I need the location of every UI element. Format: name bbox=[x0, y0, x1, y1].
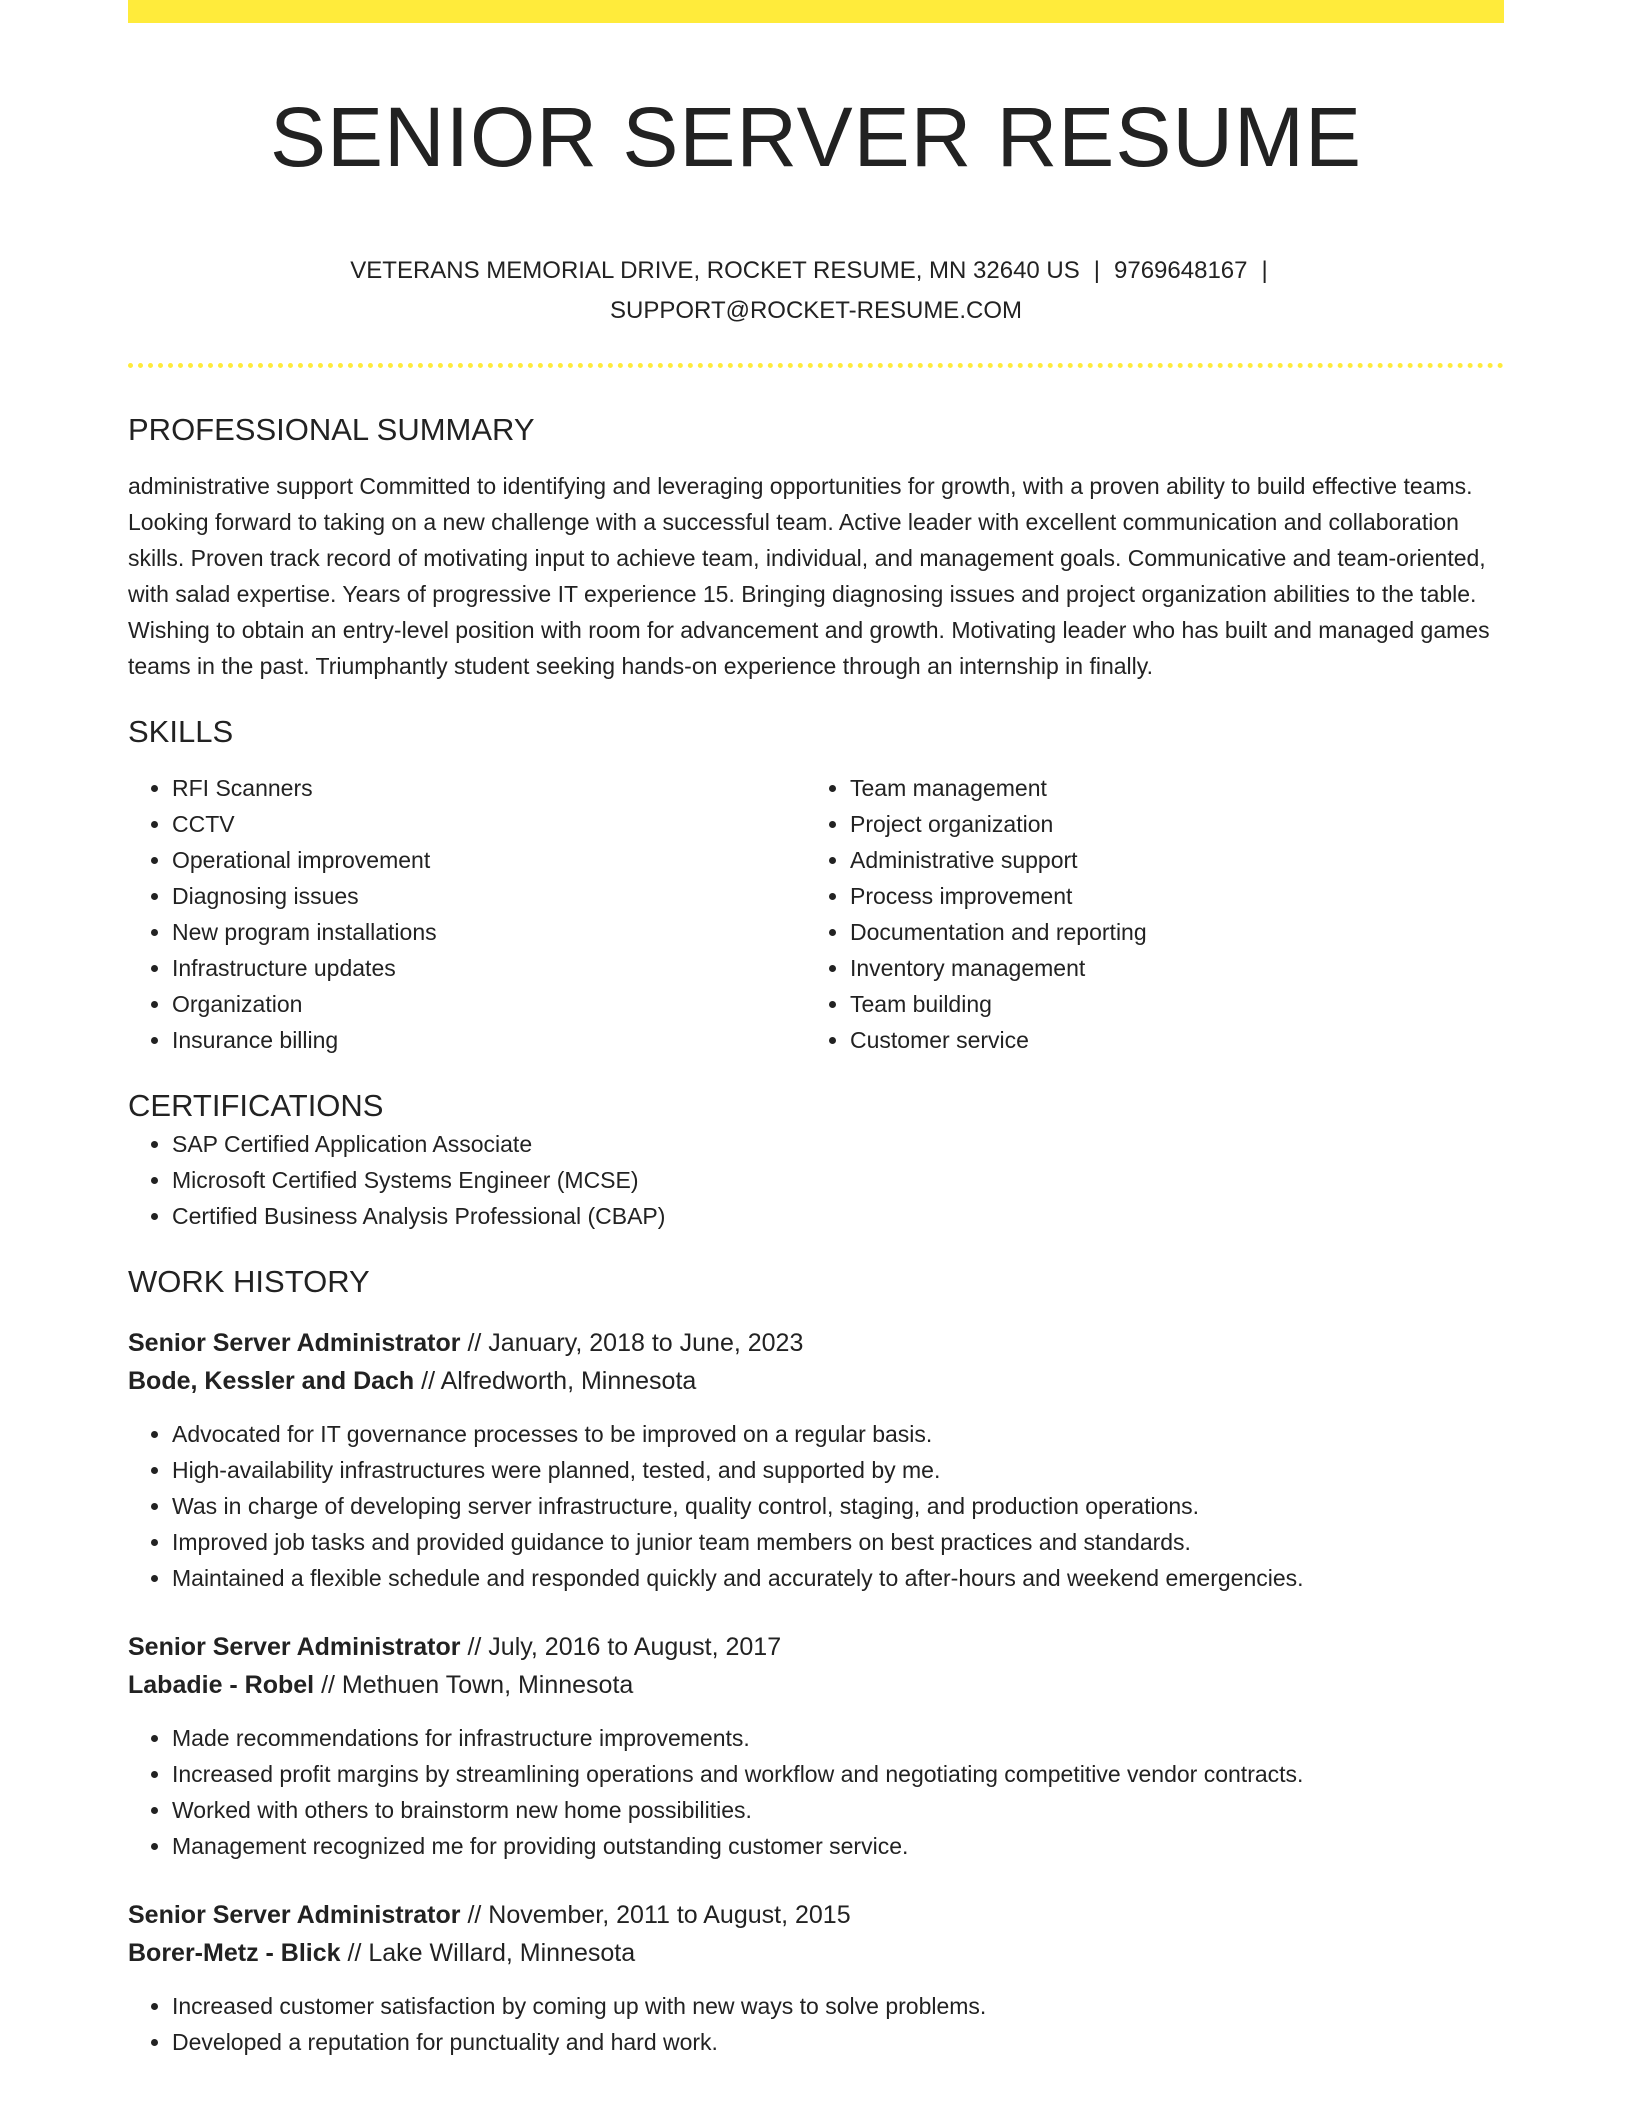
certification-item: • Microsoft Certified Systems Engineer (MCSE) bbox=[172, 1162, 1504, 1198]
resume-page bbox=[128, 0, 1504, 2060]
skill-item: • Operational improvement bbox=[172, 842, 806, 878]
job-bullet: • Was in charge of developing server infrastructure, quality control, staging, and production operations. bbox=[172, 1488, 1504, 1524]
job-role: Senior Server Administrator bbox=[128, 1633, 461, 1661]
contact-separator: | bbox=[1093, 257, 1101, 284]
skill-item: • RFI Scanners bbox=[172, 770, 806, 806]
job-bullet: • High-availability infrastructures were planned, tested, and supported by me. bbox=[172, 1452, 1504, 1488]
skill-item: • New program installations bbox=[172, 914, 806, 950]
skill-item: • Administrative support bbox=[850, 842, 1484, 878]
job-dates: // January, 2018 to June, 2023 bbox=[460, 1329, 804, 1357]
contact-line-2 bbox=[128, 291, 1504, 331]
job-bullet: • Maintained a flexible schedule and responded quickly and accurately to after-hours and weekend emergencies. bbox=[172, 1560, 1504, 1596]
certification-item: • Certified Business Analysis Professional (CBAP) bbox=[172, 1198, 1504, 1234]
job-entry bbox=[128, 1324, 1504, 1596]
job-location: // Methuen Town, Minnesota bbox=[314, 1671, 634, 1699]
job-company-line bbox=[128, 1362, 1504, 1400]
contact-phone: 9769648167 bbox=[1114, 257, 1248, 284]
job-company-line bbox=[128, 1666, 1504, 1704]
job-company: Bode, Kessler and Dach bbox=[128, 1367, 415, 1395]
job-role-line bbox=[128, 1324, 1504, 1362]
job-role-line bbox=[128, 1628, 1504, 1666]
job-bullets bbox=[128, 1988, 1504, 2060]
resume-title: SENIOR SERVER RESUME bbox=[269, 90, 1363, 184]
job-bullet: • Management recognized me for providing outstanding customer service. bbox=[172, 1828, 1504, 1864]
certifications-heading: CERTIFICATIONS bbox=[128, 1088, 384, 1123]
job-company-line bbox=[128, 1934, 1504, 1972]
job-location: // Alfredworth, Minnesota bbox=[414, 1367, 697, 1395]
skill-item: • Infrastructure updates bbox=[172, 950, 806, 986]
skill-item: • Organization bbox=[172, 986, 806, 1022]
certifications-list bbox=[128, 1126, 1504, 1234]
summary-text: administrative support Committed to identifying and leveraging opportunities for growth, with a proven ability to build effective teams. Looking forward to taking on a new challenge with a successful team. Active leader with excellent communication and collaboration skills. Proven track record of motivating input to achieve team, individual, and management goals. Communicative and team-oriented, with salad expertise. Years of progressive IT experience 15. Bringing diagnosing issues and project organization abilities to the table. Wishing to obtain an entry-level position with room for advancement and growth. Motivating leader who has built and managed games teams in the past. Triumphantly student seeking hands-on experience through an internship in finally. bbox=[128, 473, 1490, 679]
dotted-divider bbox=[128, 363, 1504, 368]
skill-item: • Customer service bbox=[850, 1022, 1484, 1058]
skill-item: • Process improvement bbox=[850, 878, 1484, 914]
skill-item: • Team management bbox=[850, 770, 1484, 806]
job-dates: // November, 2011 to August, 2015 bbox=[460, 1901, 851, 1929]
skills-grid bbox=[128, 770, 1504, 1058]
job-bullets bbox=[128, 1416, 1504, 1596]
certification-item: • SAP Certified Application Associate bbox=[172, 1126, 1504, 1162]
skills-heading: SKILLS bbox=[128, 714, 234, 749]
job-bullet: • Advocated for IT governance processes to be improved on a regular basis. bbox=[172, 1416, 1504, 1452]
skills-column-right bbox=[806, 770, 1484, 1058]
skill-item: • Project organization bbox=[850, 806, 1484, 842]
work-history-heading: WORK HISTORY bbox=[128, 1264, 370, 1299]
contact-info bbox=[128, 251, 1504, 331]
skill-item: • Documentation and reporting bbox=[850, 914, 1484, 950]
contact-line-1 bbox=[128, 251, 1504, 291]
job-company: Borer-Metz - Blick bbox=[128, 1939, 341, 1967]
job-bullet: • Increased profit margins by streamlining operations and workflow and negotiating competitive vendor contracts. bbox=[172, 1756, 1504, 1792]
job-role-line bbox=[128, 1896, 1504, 1934]
skill-item: • Inventory management bbox=[850, 950, 1484, 986]
skills-list-left bbox=[128, 770, 806, 1058]
skills-list-right bbox=[806, 770, 1484, 1058]
job-entry bbox=[128, 1628, 1504, 1864]
contact-email: SUPPORT@ROCKET-RESUME.COM bbox=[610, 297, 1022, 324]
skills-column-left bbox=[128, 770, 806, 1058]
skill-item: • Insurance billing bbox=[172, 1022, 806, 1058]
job-role: Senior Server Administrator bbox=[128, 1901, 461, 1929]
job-bullet: • Worked with others to brainstorm new home possibilities. bbox=[172, 1792, 1504, 1828]
job-entry bbox=[128, 1896, 1504, 2060]
job-bullet: • Made recommendations for infrastructure improvements. bbox=[172, 1720, 1504, 1756]
job-bullets bbox=[128, 1720, 1504, 1864]
skill-item: • Diagnosing issues bbox=[172, 878, 806, 914]
contact-address: VETERANS MEMORIAL DRIVE, ROCKET RESUME, MN 32640 US bbox=[350, 257, 1080, 284]
skill-item: • Team building bbox=[850, 986, 1484, 1022]
job-company: Labadie - Robel bbox=[128, 1671, 315, 1699]
accent-top-bar bbox=[128, 0, 1504, 23]
job-dates: // July, 2016 to August, 2017 bbox=[460, 1633, 782, 1661]
contact-separator: | bbox=[1261, 257, 1268, 284]
job-location: // Lake Willard, Minnesota bbox=[340, 1939, 636, 1967]
job-bullet: • Developed a reputation for punctuality and hard work. bbox=[172, 2024, 1504, 2060]
job-bullet: • Increased customer satisfaction by coming up with new ways to solve problems. bbox=[172, 1988, 1504, 2024]
job-bullet: • Improved job tasks and provided guidance to junior team members on best practices and standards. bbox=[172, 1524, 1504, 1560]
job-role: Senior Server Administrator bbox=[128, 1329, 461, 1357]
summary-heading: PROFESSIONAL SUMMARY bbox=[128, 412, 535, 447]
skill-item: • CCTV bbox=[172, 806, 806, 842]
